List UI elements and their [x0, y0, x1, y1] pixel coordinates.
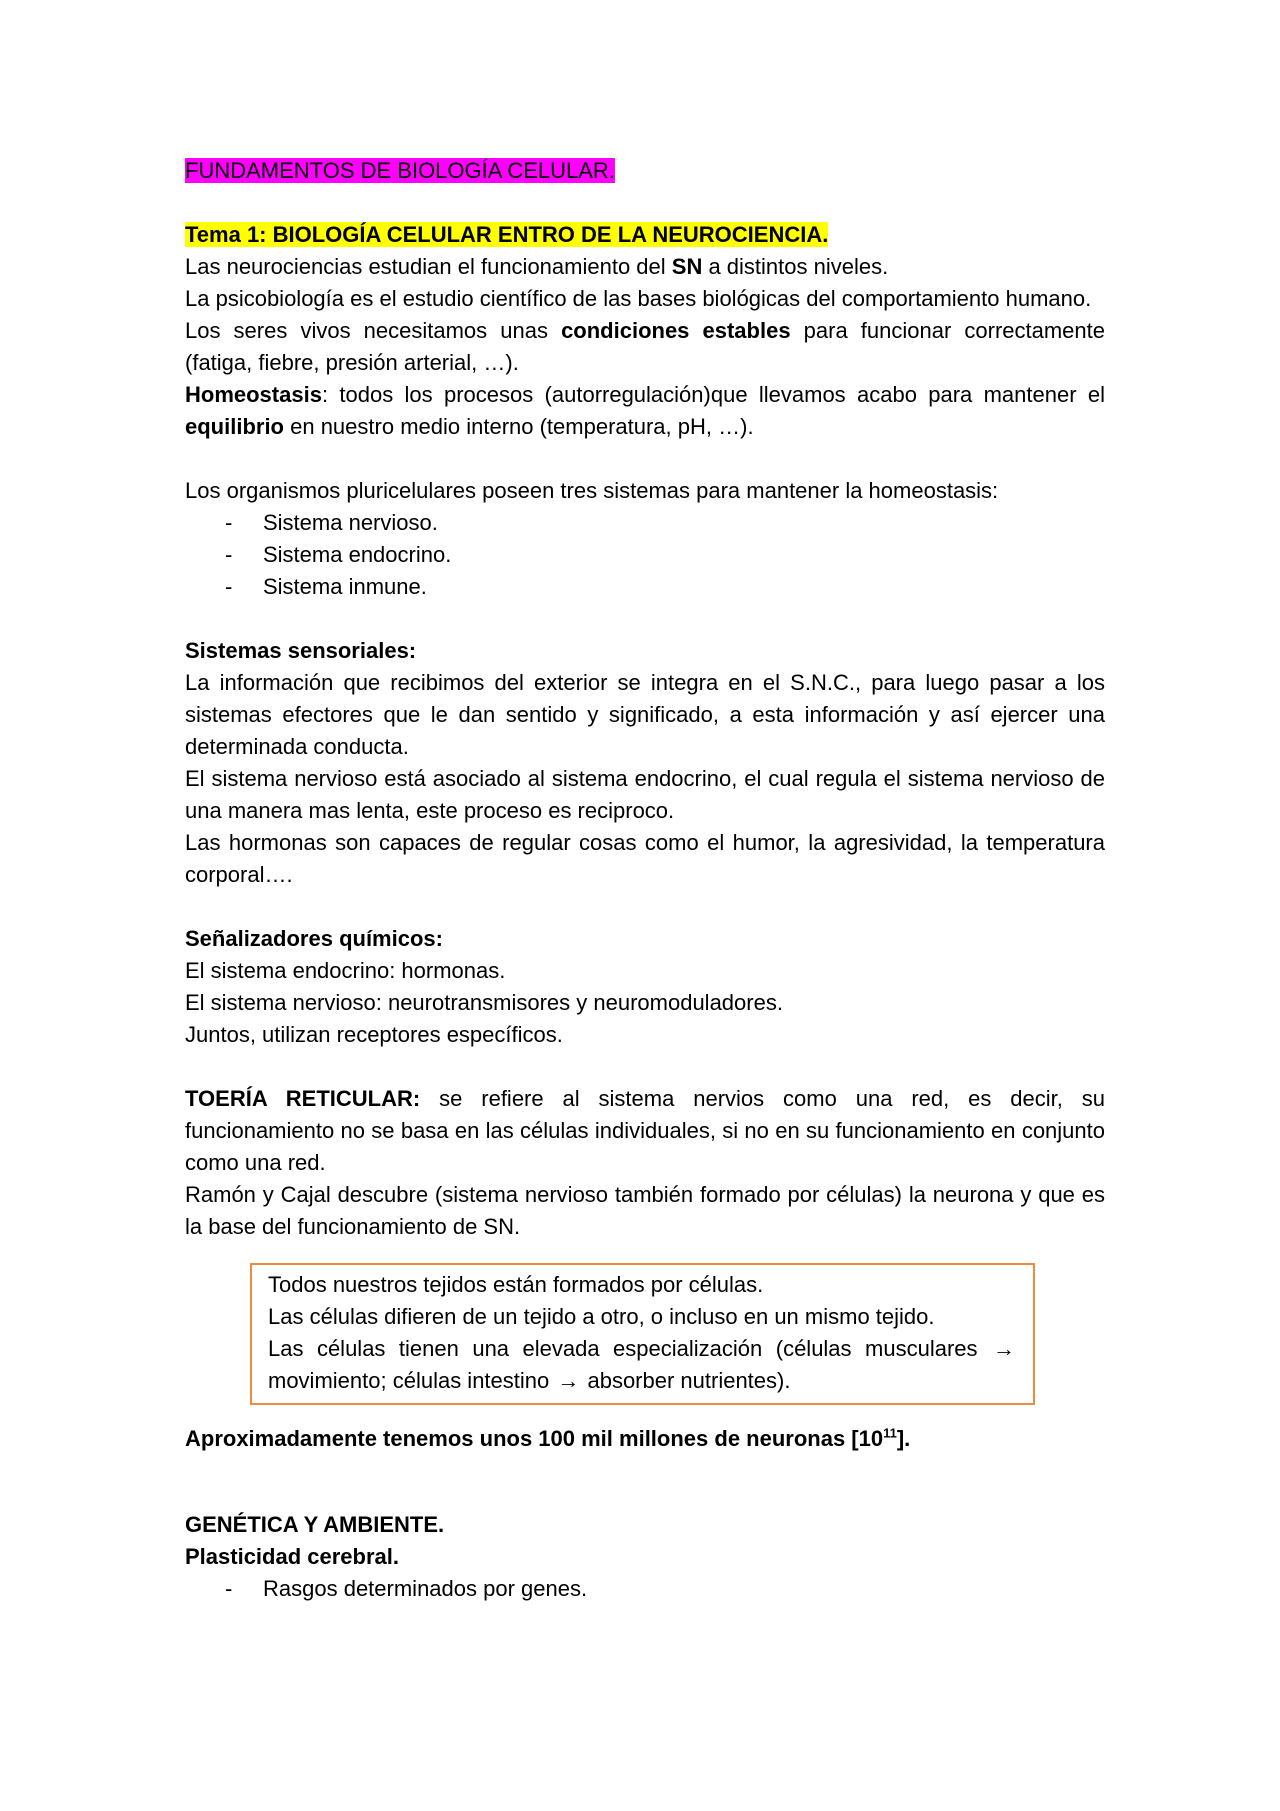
sensory-heading: Sistemas sensoriales: [185, 638, 417, 663]
chemical-signals-line-2: El sistema nervioso: neurotransmisores y neuromoduladores. [185, 990, 783, 1015]
neuron-count: Aproximadamente tenemos unos 100 mil millones de neuronas $[10^{11}]$. [185, 1425, 911, 1451]
intro-paragraph-3: Los seres vivos necesitamos unas condiciones estables para funcionar correctamente (fatiga, fiebre, presión arterial, …). [185, 318, 1105, 375]
reticular-theory-paragraph: TOERÍA RETICULAR: se refiere al sistema nervios como una red, es decir, su funcionamiento no se basa en las células individuales, si no en su funcionamiento en conjunto como una red. [185, 1086, 1105, 1175]
genetics-list [185, 1573, 1105, 1605]
arrow-right-icon: → [993, 1336, 1015, 1361]
box-line-1: Todos nuestros tejidos están formados por células. [268, 1272, 764, 1297]
box-line-3: Las células tienen una elevada especialización (células musculares → movimiento; células intestino → absorber nutrientes). [268, 1336, 1015, 1393]
list-item: - Rasgos determinados por genes. [225, 1576, 588, 1601]
document-page [185, 155, 1105, 1605]
list-item: - Sistema endocrino. [225, 542, 452, 567]
arrow-right-icon: → [557, 1368, 580, 1393]
sensory-paragraph-3: Las hormonas son capaces de regular cosas como el humor, la agresividad, la temperatura corporal…. [185, 830, 1105, 887]
chemical-signals-heading: Señalizadores químicos: [185, 926, 443, 951]
systems-list [185, 507, 1105, 603]
chemical-signals-line-1: El sistema endocrino: hormonas. [185, 958, 506, 983]
list-item: - Sistema nervioso. [225, 510, 438, 535]
chemical-signals-line-3: Juntos, utilizan receptores específicos. [185, 1022, 563, 1047]
cells-summary-box [250, 1263, 1035, 1405]
intro-paragraph-1: Las neurociencias estudian el funcionamiento del SN a distintos niveles. [185, 254, 889, 279]
topic-heading: Tema 1: BIOLOGÍA CELULAR ENTRO DE LA NEUROCIENCIA. [185, 222, 829, 247]
homeostasis-definition: Homeostasis: todos los procesos (autorregulación)que llevamos acabo para mantener el equilibrio en nuestro medio interno (temperatura, pH, …). [185, 382, 1105, 439]
genetics-heading: GENÉTICA Y AMBIENTE. [185, 1512, 445, 1537]
sensory-paragraph-2: El sistema nervioso está asociado al sistema endocrino, el cual regula el sistema nervioso de una manera mas lenta, este proceso es reciproco. [185, 766, 1105, 823]
list-item: - Sistema inmune. [225, 574, 427, 599]
sensory-paragraph-1: La información que recibimos del exterior se integra en el S.N.C., para luego pasar a los sistemas efectores que le dan sentido y significado, a esta información y así ejercer una determinada conducta. [185, 670, 1105, 759]
systems-lead: Los organismos pluricelulares poseen tres sistemas para mantener la homeostasis: [185, 478, 999, 503]
document-title: FUNDAMENTOS DE BIOLOGÍA CELULAR. [185, 158, 615, 183]
intro-paragraph-2: La psicobiología es el estudio científico de las bases biológicas del comportamiento humano. [185, 286, 1092, 311]
cajal-paragraph: Ramón y Cajal descubre (sistema nervioso también formado por células) la neurona y que es la base del funcionamiento de SN. [185, 1182, 1105, 1239]
box-line-2: Las células difieren de un tejido a otro, o incluso en un mismo tejido. [268, 1304, 935, 1329]
plasticity-heading: Plasticidad cerebral. [185, 1544, 399, 1569]
